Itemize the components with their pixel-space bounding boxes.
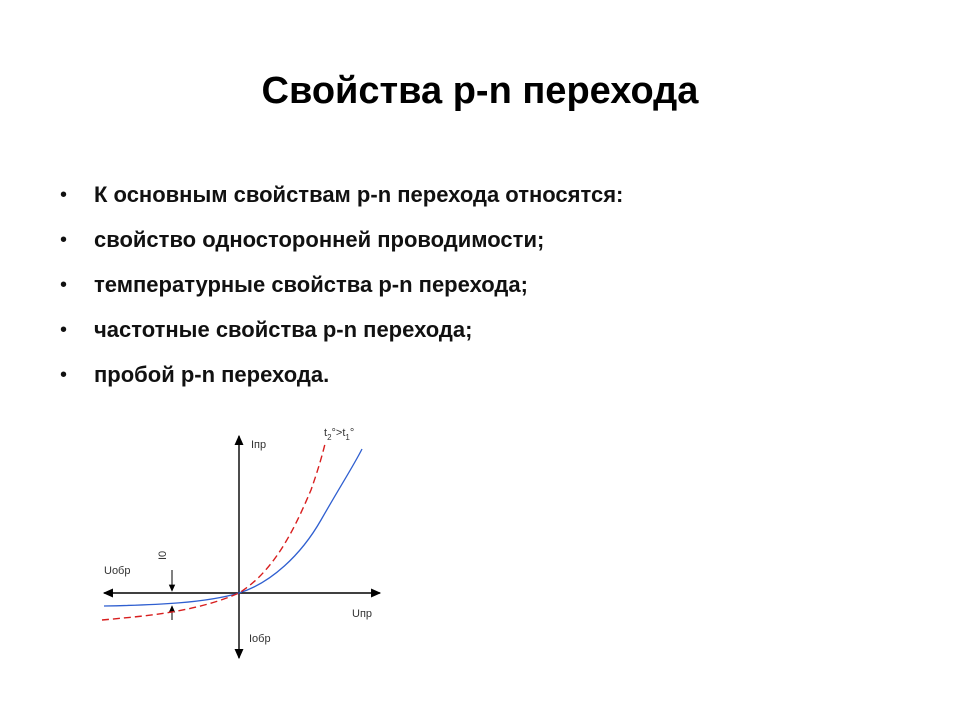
bullet-list [58,176,623,401]
bullet-marker: • [60,319,68,341]
curve-t1 [104,449,362,606]
slide-title: Свойства p-n перехода [261,70,699,112]
bullet-item [58,266,623,311]
label-i0: I0 [157,550,169,560]
bullet-item [58,221,623,266]
label-y-positive: Iпр [251,439,267,451]
bullet-marker: • [60,184,68,206]
bullet-text: температурные свойства p-n перехода; [94,272,528,297]
bullet-marker: • [60,364,68,386]
bullet-marker: • [60,229,68,251]
bullet-text: свойство односторонней проводимости; [94,227,545,252]
bullet-item [58,176,623,221]
bullet-item [58,311,623,356]
bullet-text: частотные свойства p-n перехода; [94,317,473,342]
bullet-item [58,356,623,401]
label-x-negative: Uобр [104,565,131,577]
bullet-text: пробой p-n перехода. [94,362,330,387]
label-y-negative: Iобр [249,633,271,645]
label-temperature: $t_2^\circ>t_1^\circ$ [324,427,355,442]
bullet-marker: • [60,274,68,296]
bullet-text: К основным свойствам p-n перехода относятся: [94,182,624,207]
label-x-positive: Uпр [352,608,373,620]
iv-characteristic-diagram [96,420,396,665]
